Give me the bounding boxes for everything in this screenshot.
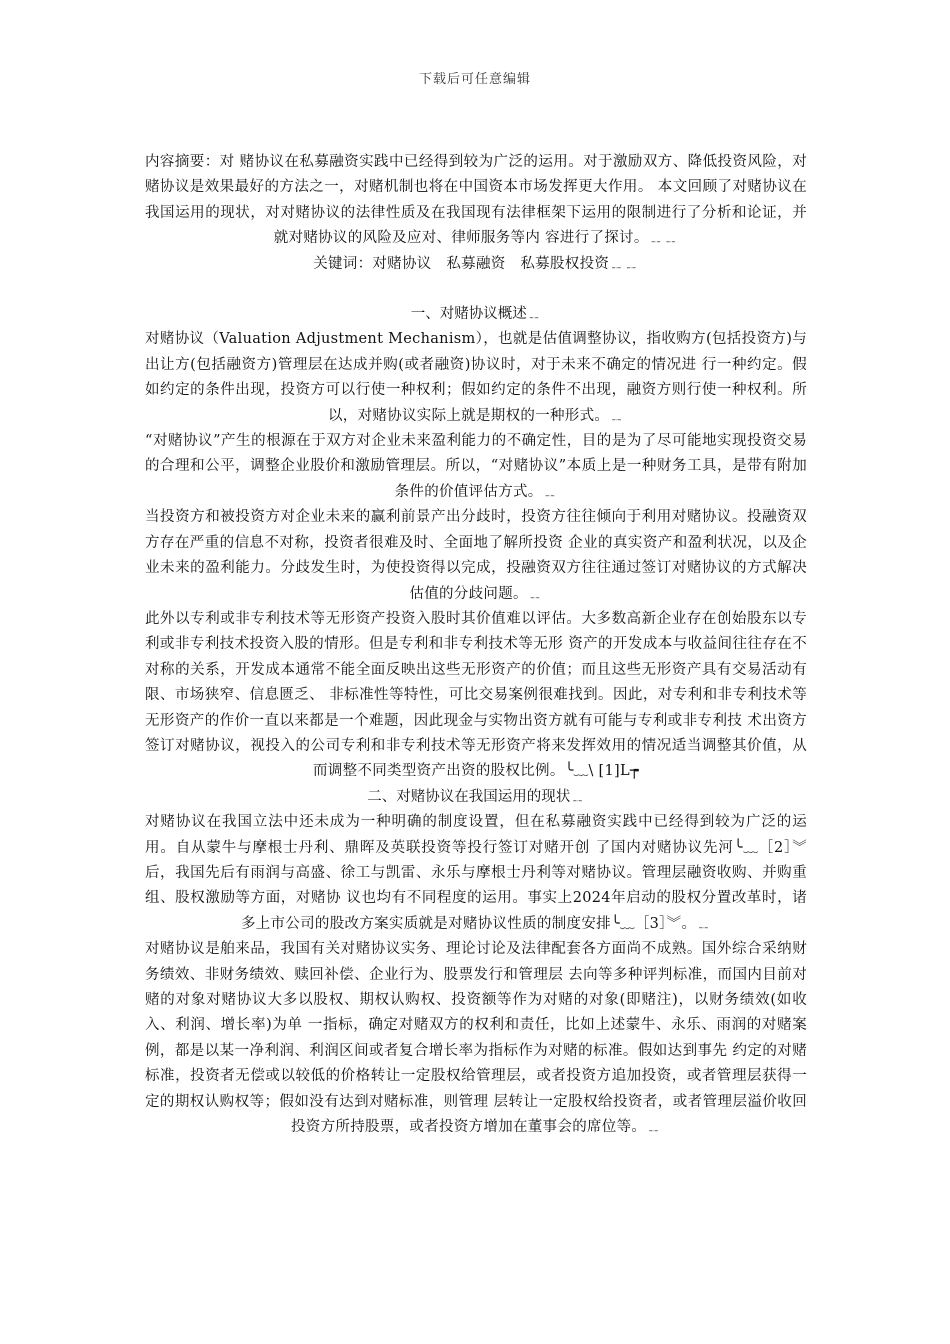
abstract-paragraph: 内容摘要：对 赌协议在私募融资实践中已经得到较为广泛的运用。对于激励双方、降低投资风险，对赌协议是效果最好的方法之一，对赌机制也将在中国资本市场发挥更大作用。 本文回顾了对赌协议在我国运用的现状，对对赌协议的法律性质及在我国现有法律框架下运用的限制进行了分析和论证，并就对赌协议的风险及应对、律师服务等内 容进行了探讨。﹎﹎ — [145, 154, 807, 247]
section-1-paragraph: “对赌协议”产生的根源在于双方对企业未来盈利能力的不确定性，目的是为了尽可能地实现投资交易的合理和公平，调整企业股价和激励管理层。所以，“对赌协议”本质上是一种财务工具，是带有附加条件的价值评估方式。﹎ — [145, 433, 807, 500]
section-1-heading: 一、对赌协议概述﹎ — [410, 306, 542, 323]
spacer — [145, 277, 807, 302]
section-2-heading: 二、对赌协议在我国运用的现状﹎ — [367, 788, 585, 805]
section-1-paragraph: 对赌协议（Valuation Adjustment Mechanism），也就是估值调整协议，指收购方(包括投资方)与出让方(包括融资方)管理层在达成并购(或者融资)协议时，对于未来不确定的情况进 行一种约定。假如约定的条件出现，投资方可以行使一种权利；假如约定的条件不出现，融资方则行使一种权利。所以，对赌协议实际上就是期权的一种形式。﹎ — [145, 331, 807, 424]
document-body — [145, 150, 807, 1140]
section-1-paragraph: 此外以专利或非专利技术等无形资产投资入股时其价值难以评估。大多数高新企业存在创始股东以专利或非专利技术投资入股的情形。但是专利和非专利技术等无形 资产的开发成本与收益间往往存在不对称的关系，开发成本通常不能全面反映出这些无形资产的价值；而且这些无形资产具有交易活动有限、市场狭窄、信息匮乏、 非标准性等特性，可比交易案例很难找到。因此，对专利和非专利技术等无形资产的作价一直以来都是一个难题，因此现金与实物出资方就有可能与专利或非专利技 术出资方签订对赌协议，视投入的公司专利和非专利技术等无形资产将来发挥效用的情况适当调整其价值，从而调整不同类型资产出资的股权比例。╰﹏\ [1]L┮ — [145, 610, 807, 780]
page-header: 下载后可任意编辑 — [418, 72, 531, 87]
section-2-paragraph: 对赌协议在我国立法中还未成为一种明确的制度设置，但在私募融资实践中已经得到较为广泛的运用。自从蒙牛与摩根士丹利、鼎晖及英联投资等投行签订对赌开创 了国内对赌协议先河╰﹏［2］︾后，我国先后有雨润与高盛、徐工与凯雷、永乐与摩根士丹利等对赌协议。管理层融资收购、并购重组、股权激励等方面，对赌协 议也均有不同程度的运用。事实上2024年启动的股权分置改革时，诸多上市公司的股改方案实质就是对赌协议性质的制度安排╰﹏［3］︾。﹎ — [145, 814, 807, 932]
section-2-paragraph: 对赌协议是舶来品，我国有关对赌协议实务、理论讨论及法律配套各方面尚不成熟。国外综合采纳财务绩效、非财务绩效、赎回补偿、企业行为、股票发行和管理层 去向等多种评判标准，而国内目前对赌的对象对赌协议大多以股权、期权认购权、投资额等作为对赌的对象(即赌注)，以财务绩效(如收入、利润、增长率)为单 一指标，确定对赌双方的权利和责任，比如上述蒙牛、永乐、雨润的对赌案例，都是以某一净利润、利润区间或者复合增长率为指标作为对赌的标准。假如达到事先 约定的对赌标准，投资者无偿或以较低的价格转让一定股权给管理层，或者投资方追加投资，或者管理层获得一定的期权认购权等；假如没有达到对赌标准，则管理 层转让一定股权给投资者，或者管理层溢价收回投资方所持股票，或者投资方增加在董事会的席位等。﹎ — [145, 941, 807, 1136]
section-1-paragraph: 当投资方和被投资方对企业未来的赢利前景产出分歧时，投资方往往倾向于利用对赌协议。投融资双方存在严重的信息不对称，投资者很难及时、全面地了解所投资 企业的真实资产和盈利状况，以及企业未来的盈利能力。分歧发生时，为使投资得以完成，投融资双方往往通过签订对赌协议的方式解决估值的分歧问题。﹎ — [145, 509, 807, 602]
keywords-line: 关键词：对赌协议 私募融资 私募股权投资﹎﹎ — [313, 255, 639, 272]
